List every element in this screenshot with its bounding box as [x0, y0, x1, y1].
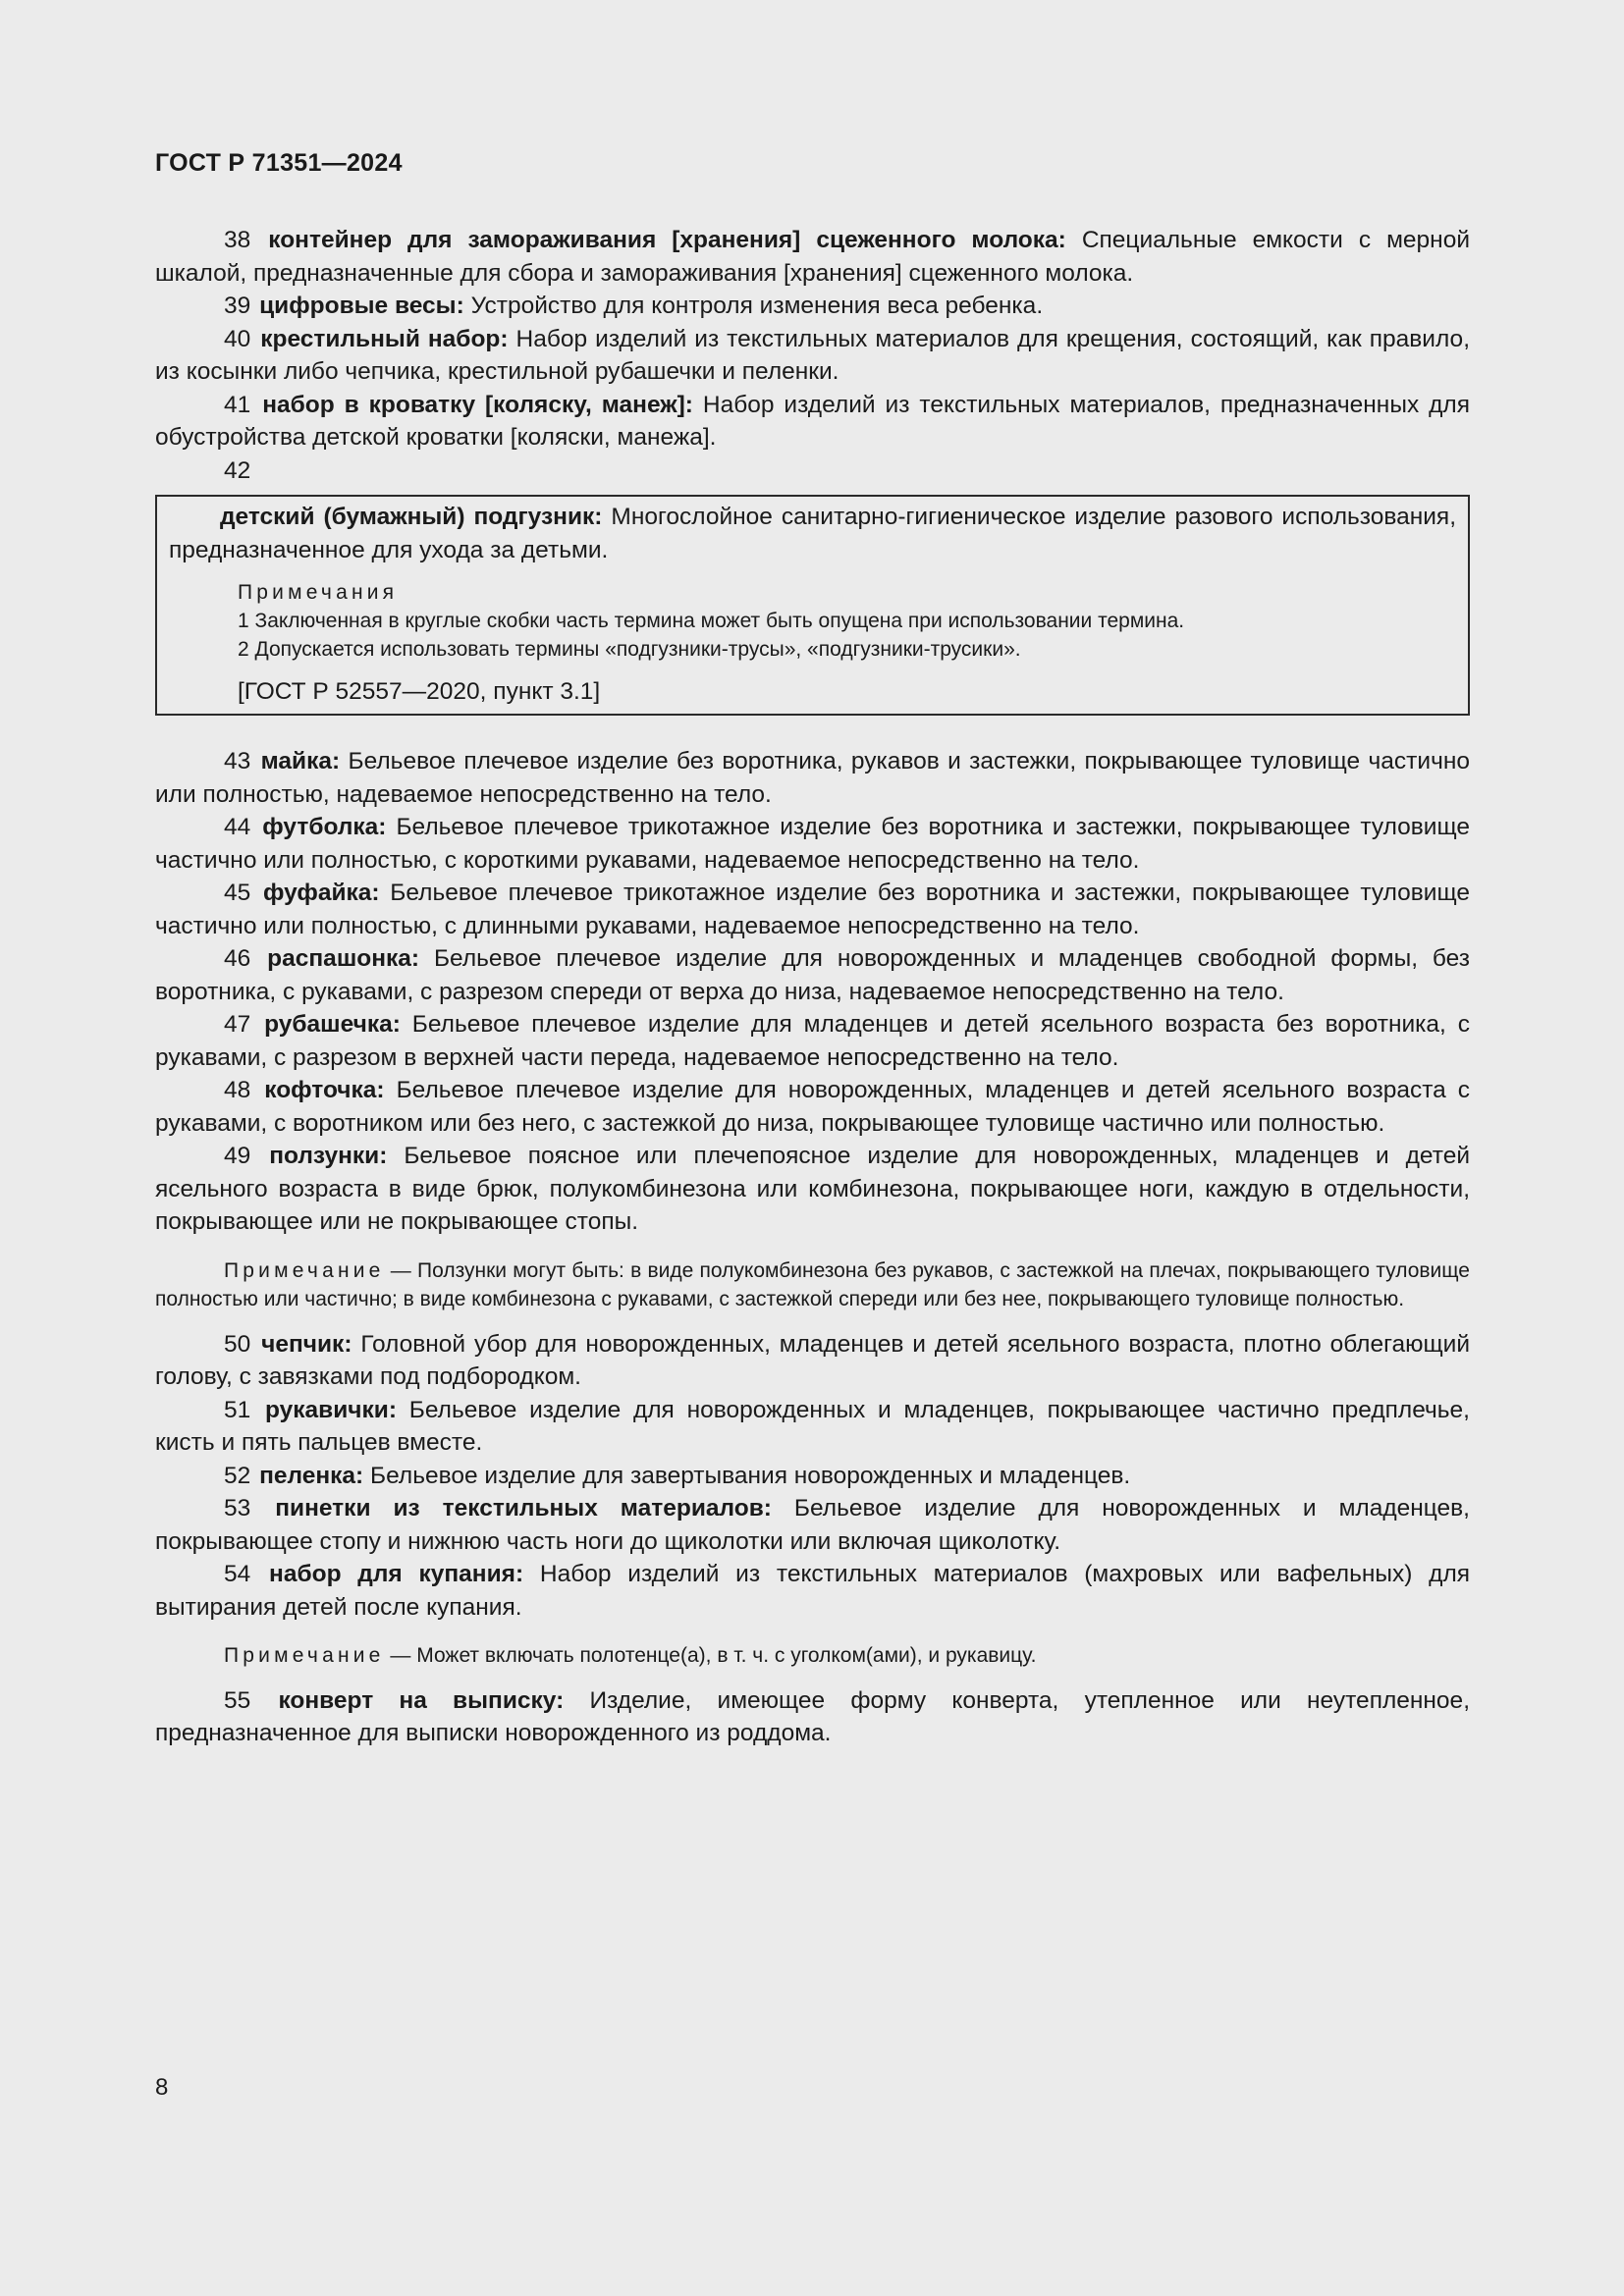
- term-entry-51: [155, 1394, 1470, 1460]
- entry-number: 52: [224, 1462, 251, 1489]
- notes-title: Примечания: [238, 581, 399, 604]
- note-text: — Может включать полотенце(а), в т. ч. с уголком(ами), и рукавицу.: [384, 1644, 1037, 1667]
- document-code-header: ГОСТ Р 71351—2024: [155, 149, 403, 177]
- term-entry-43: [155, 745, 1470, 811]
- term-name: кофточка:: [264, 1077, 385, 1103]
- entry-number: 51: [224, 1396, 251, 1423]
- note-title: Примечание: [224, 1258, 385, 1282]
- term-definition: Многослойное санитарно-гигиеническое изделие разового использования, предназначенное для ухода за детьми.: [169, 504, 1457, 563]
- note-entry-49: [155, 1256, 1470, 1314]
- term-definition: Головной убор для новорожденных, младенцев и детей ясельного возраста, плотно облегающий голову, с завязками под подбородком.: [155, 1330, 1470, 1390]
- term-entry-52: [155, 1460, 1470, 1493]
- term-definition: Бельевое плечевое трикотажное изделие без воротника и застежки, покрывающее туловище частично или полностью, с короткими рукавами, надеваемое непосредственно на тело.: [155, 814, 1470, 874]
- term-definition: Устройство для контроля изменения веса ребенка.: [470, 293, 1044, 319]
- term-name: чепчик:: [261, 1330, 352, 1358]
- note-item-1: 1 Заключенная в круглые скобки часть термина может быть опущена при использовании термина.: [238, 610, 1185, 632]
- term-entry-41: [155, 389, 1470, 454]
- terms-content: [155, 224, 1470, 1750]
- term-definition: Бельевое плечевое изделие для новорожденных и младенцев свободной формы, без воротника, с рукавами, с разрезом спереди от верха до низа, надеваемое непосредственно на тело.: [155, 945, 1470, 1005]
- term-name: футболка:: [262, 814, 387, 840]
- term-definition: Набор изделий из текстильных материалов (махровых или вафельных) для вытирания детей после купания.: [155, 1561, 1471, 1621]
- term-definition: Бельевое плечевое изделие для младенцев и детей ясельного возраста без воротника, с рукавами, с разрезом в верхней части переда, надеваемое непосредственно на тело.: [155, 1011, 1470, 1071]
- term-entry-49: [155, 1140, 1470, 1239]
- entry-number: 47: [224, 1011, 251, 1038]
- term-name: конверт на выписку:: [278, 1686, 565, 1714]
- entry-number: 54: [224, 1561, 251, 1587]
- term-definition: Бельевое изделие для новорожденных и младенцев, покрывающее стопу и нижнюю часть ноги до щиколотки или включая щиколотку.: [155, 1495, 1470, 1555]
- term-name: крестильный набор:: [260, 325, 509, 352]
- entries-mid: [155, 745, 1470, 1239]
- term-entry-42-box: [155, 495, 1470, 716]
- entry-number: 49: [224, 1143, 251, 1169]
- term-name: набор в кроватку [коляску, манеж]:: [262, 391, 693, 418]
- entries-low: [155, 1328, 1470, 1625]
- term-definition: Специальные емкости с мерной шкалой, предназначенные для сбора и замораживания [хранения] сцеженного молока.: [155, 227, 1471, 287]
- term-name: цифровые весы:: [259, 293, 464, 319]
- term-definition: Набор изделий из текстильных материалов, предназначенных для обустройства детской кроватки [коляски, манежа].: [155, 391, 1470, 451]
- term-entry-40: [155, 323, 1470, 389]
- term-name: майка:: [260, 748, 341, 774]
- entry-number: 43: [224, 748, 251, 774]
- entry-number: 48: [224, 1077, 251, 1103]
- term-name: ползунки:: [269, 1143, 388, 1169]
- term-entry-55: [155, 1684, 1470, 1750]
- term-definition: Бельевое изделие для новорожденных и младенцев, покрывающее частично предплечье, кисть и пять пальцев вместе.: [155, 1396, 1470, 1456]
- entry-number: 38: [224, 227, 251, 253]
- term-definition: Бельевое плечевое изделие для новорожденных, младенцев и детей ясельного возраста с рукавами, с воротником или без него, с застежкой до низа, покрывающее туловище частично или полностью.: [155, 1077, 1471, 1137]
- term-definition: Изделие, имеющее форму конверта, утепленное или неутепленное, предназначенное для выписки новорожденного из роддома.: [155, 1686, 1470, 1746]
- entry-number: 46: [224, 945, 251, 972]
- term-name: контейнер для замораживания [хранения] сцеженного молока:: [268, 227, 1066, 253]
- entry-number: 50: [224, 1330, 251, 1358]
- entry-number: 40: [224, 325, 251, 352]
- term-definition: Бельевое изделие для завертывания новорожденных и младенцев.: [370, 1462, 1131, 1489]
- term-entry-46: [155, 942, 1470, 1008]
- notes-block: [238, 578, 1456, 664]
- term-entry-53: [155, 1492, 1470, 1558]
- term-entry-42: [169, 501, 1456, 566]
- page-number: 8: [155, 2074, 169, 2101]
- entries-top: [155, 224, 1470, 454]
- term-name: рукавички:: [265, 1396, 398, 1423]
- term-name: фуфайка:: [262, 880, 380, 906]
- term-definition: Набор изделий из текстильных материалов для крещения, состоящий, как правило, из косынки либо чепчика, крестильной рубашечки и пеленки.: [155, 325, 1470, 385]
- source-reference: [ГОСТ Р 52557—2020, пункт 3.1]: [238, 678, 601, 705]
- entries-end: [155, 1684, 1470, 1750]
- entry-number: 55: [224, 1686, 251, 1714]
- entry-number: 39: [224, 293, 251, 319]
- term-entry-44: [155, 811, 1470, 877]
- term-entry-50: [155, 1328, 1470, 1394]
- term-entry-39: [155, 290, 1470, 323]
- term-name: набор для купания:: [269, 1561, 524, 1587]
- term-name: детский (бумажный) подгузник:: [220, 504, 603, 530]
- term-entry-45: [155, 877, 1470, 942]
- entry-number: 53: [224, 1495, 251, 1522]
- term-entry-47: [155, 1008, 1470, 1074]
- note-text: — Ползунки могут быть: в виде полукомбинезона без рукавов, с застежкой на плечах, покрывающего туловище полностью или частично; в виде комбинезона с рукавами, с застежкой спереди или без нее, покрывающего туловище полностью.: [155, 1258, 1470, 1310]
- term-name: пеленка:: [259, 1462, 364, 1489]
- term-entry-54: [155, 1558, 1470, 1624]
- note-title: Примечание: [224, 1644, 385, 1667]
- term-name: распашонка:: [267, 945, 420, 972]
- term-entry-42-number: 42: [224, 456, 251, 484]
- note-entry-54: [155, 1641, 1470, 1671]
- note-item-2: 2 Допускается использовать термины «подгузники-трусы», «подгузники-трусики».: [238, 638, 1021, 661]
- term-definition: Бельевое поясное или плечепоясное изделие для новорожденных, младенцев и детей ясельного возраста в виде брюк, полукомбинезона или комбинезона, покрывающее ноги, каждую в отдельности, покрывающее или не покрывающее стопы.: [155, 1143, 1471, 1235]
- entry-number: 45: [224, 880, 251, 906]
- term-definition: Бельевое плечевое изделие без воротника, рукавов и застежки, покрывающее туловище частично или полностью, надеваемое непосредственно на тело.: [155, 748, 1470, 808]
- term-name: пинетки из текстильных материалов:: [275, 1495, 772, 1522]
- entry-number: 41: [224, 391, 251, 418]
- term-entry-48: [155, 1074, 1470, 1140]
- term-name: рубашечка:: [264, 1011, 401, 1038]
- term-definition: Бельевое плечевое трикотажное изделие без воротника и застежки, покрывающее туловище частично или полностью, с длинными рукавами, надеваемое непосредственно на тело.: [155, 880, 1470, 939]
- term-entry-38: [155, 224, 1470, 290]
- entry-number: 44: [224, 814, 251, 840]
